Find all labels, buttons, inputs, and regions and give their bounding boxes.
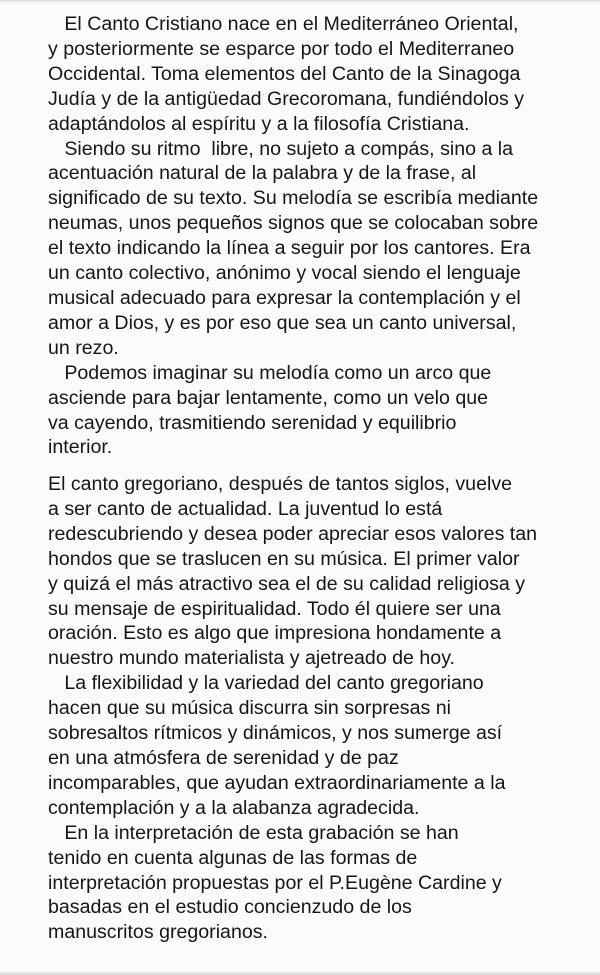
text-line: incomparables, que ayudan extraordinariamente a la: [48, 771, 506, 794]
paragraph: [48, 137, 568, 361]
text-line: va cayendo, trasmitiendo serenidad y equilibrio: [48, 411, 457, 434]
text-line: su mensaje de espiritualidad. Todo él quiere ser una: [48, 597, 501, 620]
text-line: a ser canto de actualidad. La juventud lo está: [48, 497, 443, 520]
paragraph: [48, 472, 568, 671]
text-line: y posteriormente se esparce por todo el Mediterraneo: [48, 37, 515, 60]
text-line: acentuación natural de la palabra y de la frase, al: [48, 162, 477, 185]
paragraph: [48, 361, 568, 461]
paragraph: [48, 671, 568, 820]
text-line: un canto colectivo, anónimo y vocal siendo el lenguaje: [48, 262, 521, 285]
paragraph: [48, 821, 568, 946]
text-line: Judía y de la antigüedad Grecoromana, fundiéndolos y: [48, 87, 525, 110]
text-block-second: [48, 472, 568, 945]
text-line: nuestro mundo materialista y ajetreado de hoy.: [48, 647, 455, 670]
text-line: Siendo su ritmo libre, no sujeto a compás, sino a la: [48, 137, 514, 160]
text-line: musical adecuado para expresar la contemplación y el: [48, 286, 521, 309]
text-line: sobresaltos rítmicos y dinámicos, y nos sumerge así: [48, 722, 503, 745]
page-bottom-edge: [0, 971, 600, 975]
text-line: tenido en cuenta algunas de las formas de: [48, 846, 418, 869]
text-line: manuscritos gregorianos.: [48, 921, 268, 944]
text-line: neumas, unos pequeños signos que se colocaban sobre: [48, 212, 539, 235]
text-line: Occidental. Toma elementos del Canto de la Sinagoga: [48, 62, 521, 85]
text-line: basadas en el estudio concienzudo de los: [48, 896, 412, 919]
paragraph: [48, 12, 568, 137]
text-line: amor a Dios, y es por eso que sea un canto universal,: [48, 311, 517, 334]
text-line: el texto indicando la línea a seguir por los cantores. Era: [48, 237, 531, 260]
text-line: La flexibilidad y la variedad del canto gregoriano: [48, 672, 484, 695]
text-line: un rezo.: [48, 336, 119, 359]
text-line: interior.: [48, 436, 113, 459]
text-block-first: [48, 12, 568, 460]
text-line: significado de su texto. Su melodía se escribía mediante: [48, 187, 539, 210]
text-line: en una atmósfera de serenidad y de paz: [48, 746, 399, 769]
text-line: interpretación propuestas por el P.Eugène Cardine y: [48, 871, 502, 894]
text-line: y quizá el más atractivo sea el de su calidad religiosa y: [48, 572, 526, 595]
text-line: hacen que su música discurra sin sorpresas ni: [48, 697, 451, 720]
text-line: El Canto Cristiano nace en el Mediterráneo Oriental,: [48, 13, 519, 35]
text-line: En la interpretación de esta grabación se han: [48, 821, 459, 844]
text-line: Podemos imaginar su melodía como un arco que: [48, 361, 492, 384]
text-line: adaptándolos al espíritu y a la filosofía Cristiana.: [48, 112, 470, 135]
text-line: oración. Esto es algo que impresiona hondamente a: [48, 622, 502, 645]
text-line: contemplación y a la alabanza agradecida.: [48, 796, 420, 819]
text-line: redescubriendo y desea poder apreciar esos valores tan: [48, 522, 538, 545]
page-top-edge: [0, 0, 600, 3]
text-line: asciende para bajar lentamente, como un velo que: [48, 386, 489, 409]
text-line: El canto gregoriano, después de tantos siglos, vuelve: [48, 473, 513, 495]
text-line: hondos que se traslucen en su música. El primer valor: [48, 547, 520, 570]
